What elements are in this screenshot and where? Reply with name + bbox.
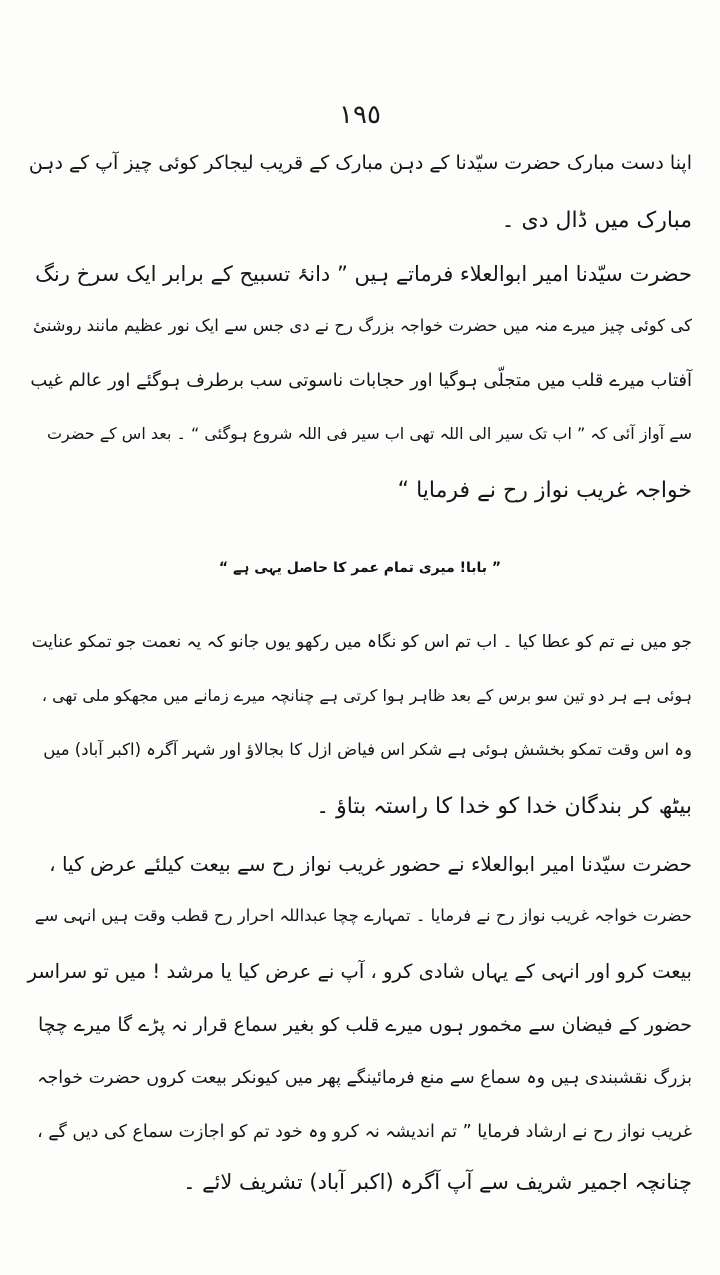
paragraph-line: حضرت خواجہ غریب نواز رح نے فرمایا ۔ تمہارے چچا عبداللہ احرار رح قطب وقت ہیں انہی سے [34, 906, 692, 925]
paragraph-line: اپنا دست مبارک حضرت سیّدنا کے دہن مبارک کے قریب لیجاکر کوئی چیز آپ کے دہن [28, 152, 692, 174]
paragraph-line: حضور کے فیضان سے مخمور ہوں میرے قلب کو بغیر سماع قرار نہ پڑے گا میرے چچا [37, 1014, 692, 1036]
paragraph-line: مبارک میں ڈال دی ۔ [501, 208, 692, 233]
paragraph-line: بزرگ نقشبندی ہیں وہ سماع سے منع فرمائینگے پھر میں کیونکر بیعت کروں حضرت خواجہ [37, 1068, 692, 1088]
paragraph-line: سے آواز آئی کہ ” اب تک سیر الی اللہ تھی اب سیر فی اللہ شروع ہوگئی “ ۔ بعد اس کے حضرت [46, 424, 692, 443]
paragraph-line: حضرت سیّدنا امیر ابوالعلاء نے حضور غریب نواز رح سے بیعت کیلئے عرض کیا ، [49, 852, 692, 876]
paragraph-line: وہ اس وقت تمکو بخشش ہوئی ہے شکر اس فیاض ازل کا بجالاؤ اور شہر آگرہ (اکبر آباد) میں [43, 740, 692, 759]
paragraph-line: حضرت سیّدنا امیر ابوالعلاء فرماتے ہیں ” دانۂ تسبیح کے برابر ایک سرخ رنگ [35, 262, 692, 286]
paragraph-line: غریب نواز رح نے ارشاد فرمایا ” تم اندیشہ نہ کرو وہ خود تم کو اجازت سماع کی دیں گے ، [37, 1122, 692, 1142]
section-heading: ” بابا! میری تمام عمر کا حاصل یہی ہے “ [218, 560, 502, 576]
paragraph-line: خواجہ غریب نواز رح نے فرمایا “ [397, 478, 692, 503]
paragraph-line: چنانچہ اجمیر شریف سے آپ آگرہ (اکبر آباد) تشریف لائے ۔ [183, 1170, 692, 1194]
paragraph-line: بیعت کرو اور انہی کے یہاں شادی کرو ، آپ نے عرض کیا یا مرشد ! میں تو سراسر [27, 960, 692, 983]
paragraph-line: جو میں نے تم کو عطا کیا ۔ اب تم اس کو نگاہ میں رکھو یوں جانو کہ یہ نعمت جو تمکو عنایت [31, 632, 692, 652]
paragraph-line: آفتاب میرے قلب میں متجلّی ہوگیا اور حجابات ناسوتی سب برطرف ہوگئے اور عالم غیب [30, 370, 692, 391]
page-number: ١٩٥ [339, 100, 381, 130]
paragraph-line: ہوئی ہے ہر دو تین سو برس کے بعد ظاہر ہوا کرتی ہے چنانچہ میرے زمانے میں مجھکو ملی تھی ، [41, 686, 692, 705]
paragraph-line: کی کوئی چیز میرے منہ میں حضرت خواجہ بزرگ رح نے دی جس سے ایک نور عظیم مانند روشنیٔ [32, 316, 692, 335]
paragraph-line: بیٹھ کر بندگان خدا کو خدا کا راستہ بتاؤ ۔ [316, 794, 692, 819]
